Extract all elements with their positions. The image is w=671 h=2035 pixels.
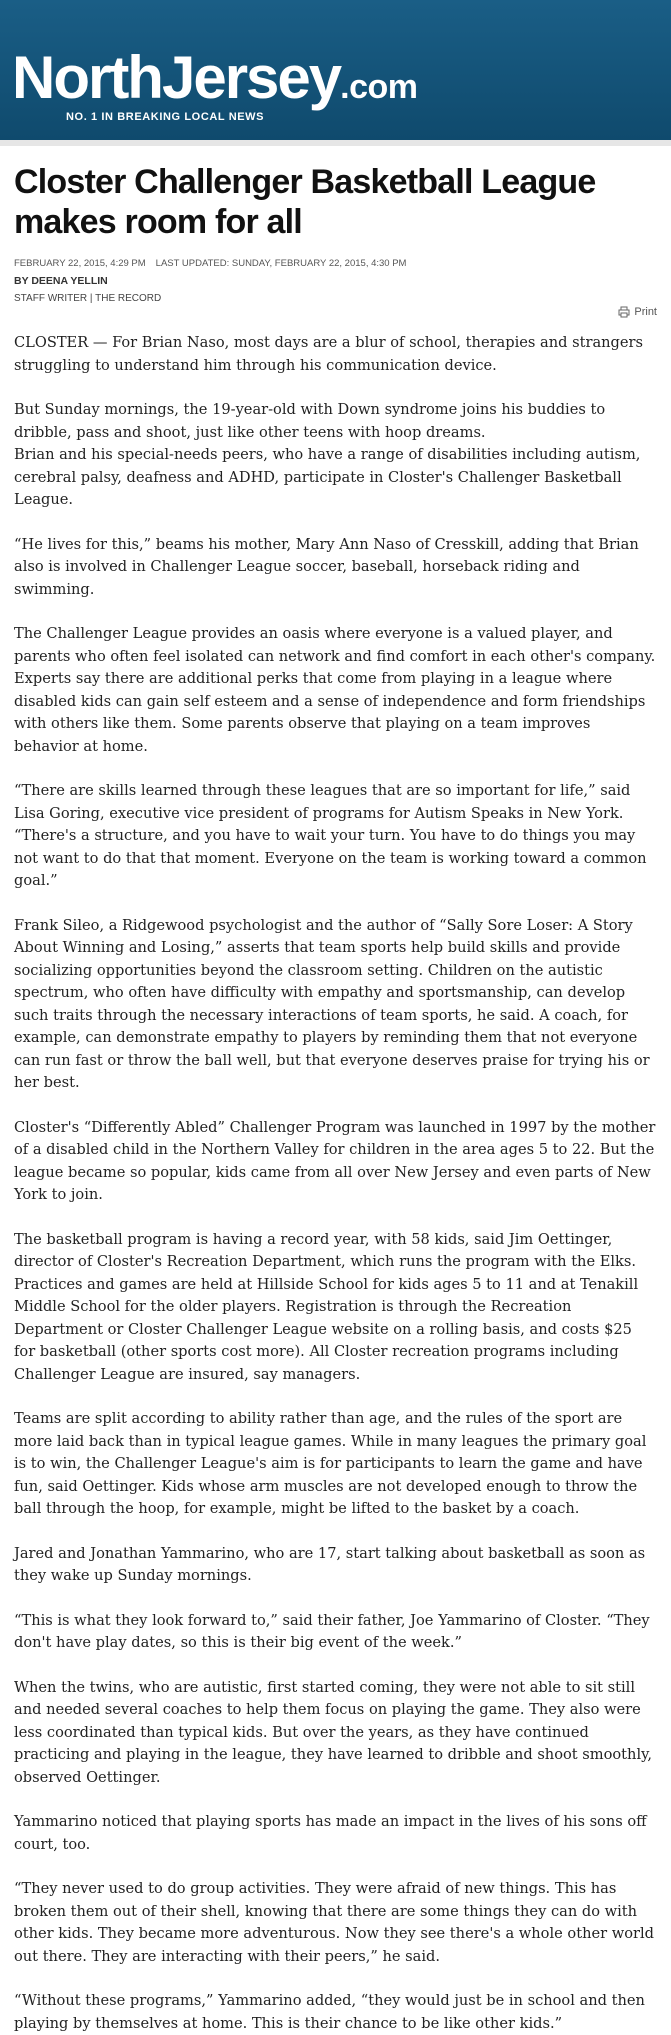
site-tagline: NO. 1 IN BREAKING LOCAL NEWS: [66, 111, 265, 123]
print-button[interactable]: [618, 306, 657, 318]
paragraph: “They never used to do group activities. They were afraid of new things. This has broken them out of their shell, knowing that there are some things they can do with other kids. They became more adventurous. Now they see there's a whole other world out there. They are interacting with their peers,” he said.: [14, 1880, 654, 1965]
paragraph: But Sunday mornings, the 19-year-old with Down syndrome joins his buddies to dribble, pass and shoot, just like other teens with hoop dreams.: [14, 401, 606, 441]
article-headline: Closter Challenger Basketball League makes room for all: [14, 163, 596, 241]
paragraph: The Challenger League provides an oasis where everyone is a valued player, and parents who often feel isolated can network and find comfort in each other's company. Experts say there are additional perks that come from playing in a league where disabled kids can gain self esteem and a sense of independence and form friendships with others like them. Some parents observe that playing on a team improves behavior at home.: [14, 625, 656, 755]
published-date: FEBRUARY 22, 2015, 4:29 PM: [14, 258, 146, 269]
print-label: Print: [634, 306, 657, 318]
paragraph: CLOSTER — For Brian Naso, most days are a blur of school, therapies and strangers struggling to understand him through his communication device.: [14, 334, 643, 374]
article-dateline: [14, 258, 657, 269]
printer-icon: [618, 306, 630, 318]
paragraph: “This is what they look forward to,” said their father, Joe Yammarino of Closter. “They don't have play dates, so this is their big event of the week.”: [14, 1611, 650, 1651]
article: [0, 146, 671, 2035]
updated-date: LAST UPDATED: SUNDAY, FEBRUARY 22, 2015, 4:30 PM: [155, 258, 407, 269]
article-body: [14, 332, 657, 2035]
author-title: STAFF WRITER | THE RECORD: [14, 293, 162, 304]
paragraph: “He lives for this,” beams his mother, Mary Ann Naso of Cresskill, adding that Brian also is involved in Challenger League soccer, baseball, horseback riding and swimming.: [14, 535, 639, 598]
masthead: [0, 0, 671, 140]
logo-domain-suffix: .com: [340, 68, 418, 106]
site-logo[interactable]: [12, 44, 418, 111]
article-tools: [14, 306, 657, 322]
paragraph: “Without these programs,” Yammarino added, “they would just be in school and then playing by themselves at home. This is their chance to be like other kids.”: [14, 1992, 645, 2032]
paragraph: “There are skills learned through these leagues that are so important for life,” said Lisa Goring, executive vice president of programs for Autism Speaks in New York. “There's a structure, and you have to wait your turn. You have to do things you may not want to do that that moment. Everyone on the team is working toward a common goal.”: [14, 782, 647, 889]
paragraph: The basketball program is having a record year, with 58 kids, said Jim Oettinger, director of Closter's Recreation Department, which runs the program with the Elks. Practices and games are held at Hillside School for kids ages 5 to 11 and at Tenakill Middle School for the older players. Registration is through the Recreation Department or Closter Challenger League website on a rolling basis, and costs $25 for basketball (other sports cost more). All Closter recreation programs including Challenger League are insured, say managers.: [14, 1230, 639, 1383]
paragraph: Teams are split according to ability rather than age, and the rules of the sport are more laid back than in typical league games. While in many leagues the primary goal is to win, the Challenger League's aim is for participants to learn the game and have fun, said Oettinger. Kids whose arm muscles are not developed enough to throw the ball through the hoop, for example, might be lifted to the basket by a coach.: [14, 1410, 647, 1517]
logo-wordmark: NorthJersey: [12, 44, 341, 111]
paragraph: Closter's “Differently Abled” Challenger Program was launched in 1997 by the mother of a disabled child in the Northern Valley for children in the area ages 5 to 22. But the league became so popular, kids came from all over New Jersey and even parts of New York to join.: [14, 1118, 656, 1203]
paragraph: When the twins, who are autistic, first started coming, they were not able to sit still and needed several coaches to help them focus on playing the game. They also were less coordinated than typical kids. But over the years, as they have continued practicing and playing in the league, they have learned to dribble and shoot smoothly, observed Oettinger.: [14, 1678, 653, 1786]
article-byline[interactable]: BY DEENA YELLIN: [14, 275, 108, 287]
paragraph: Jared and Jonathan Yammarino, who are 17, start talking about basketball as soon as they wake up Sunday mornings.: [14, 1544, 646, 1584]
paragraph: Frank Sileo, a Ridgewood psychologist and the author of “Sally Sore Loser: A Story About Winning and Losing,” asserts that team sports help build skills and provide socializing opportunities beyond the classroom setting. Children on the autistic spectrum, who often have difficulty with empathy and sportsmanship, can develop such traits through the necessary interactions of team sports, he said. A coach, for example, can demonstrate empathy to players by reminding them that not everyone can run fast or throw the ball well, but that everyone deserves praise for trying his or her best.: [14, 916, 650, 1091]
paragraph: Brian and his special-needs peers, who have a range of disabilities including autism, cerebral palsy, deafness and ADHD, participate in Closter's Challenger Basketball League.: [14, 446, 641, 508]
paragraph: Yammarino noticed that playing sports has made an impact in the lives of his sons off court, too.: [14, 1813, 647, 1853]
